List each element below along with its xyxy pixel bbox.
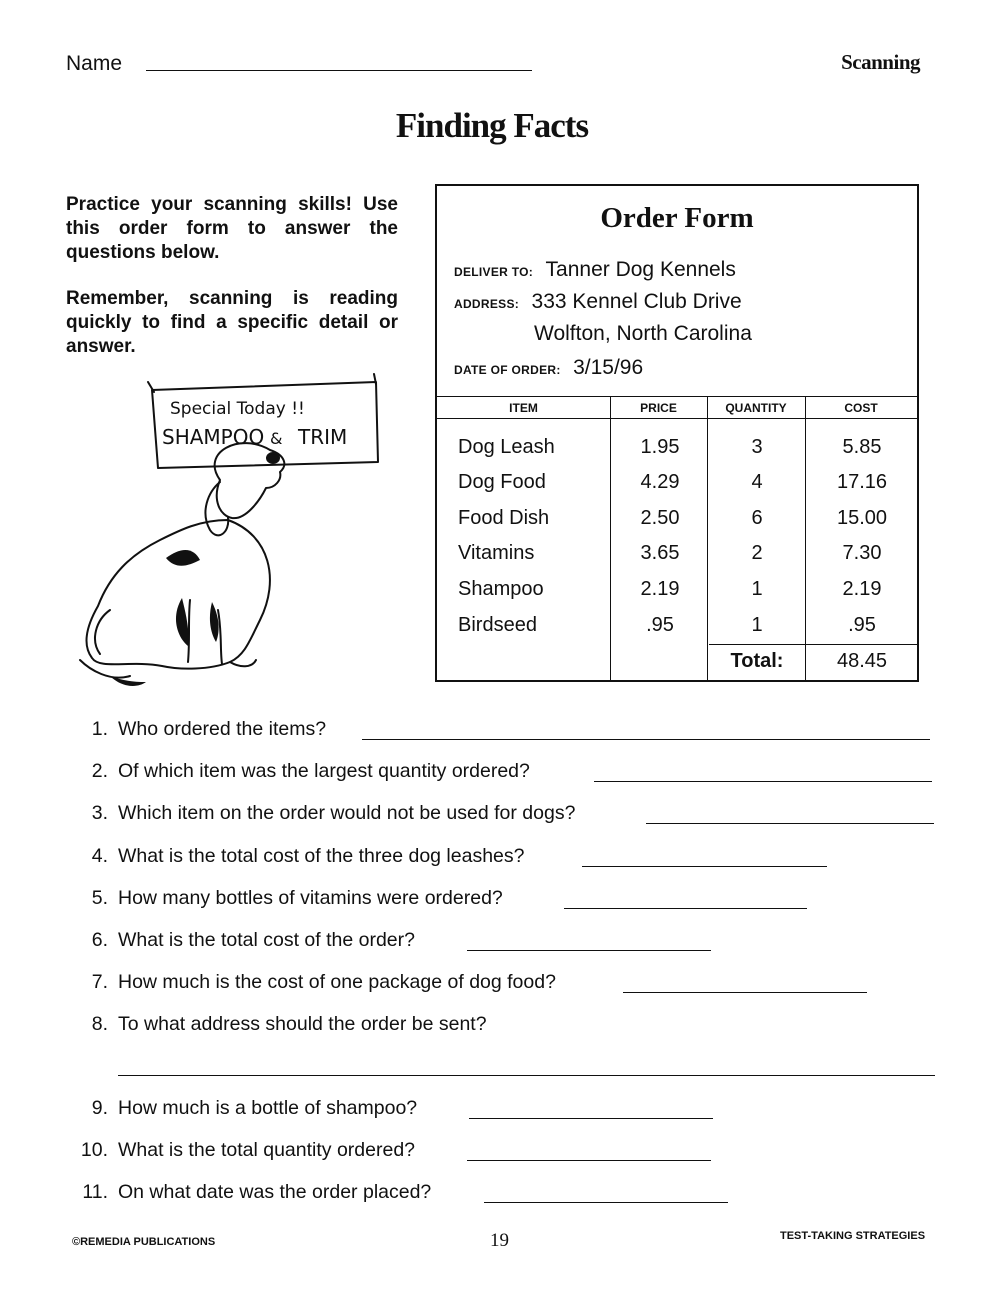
question-text: To what address should the order be sent? [118,1013,487,1035]
name-label: Name [66,52,123,75]
cell-price: 2.19 [640,578,680,600]
date-value: 3/15/96 [573,356,644,379]
address-line-2: Wolfton, North Carolina [534,322,752,345]
col-header-cost: COST [844,401,878,415]
answer-line-9[interactable] [469,1118,713,1119]
sign-text-amp: & [270,429,283,448]
question-number: 11. [82,1181,108,1203]
dog-illustration [70,370,410,700]
question-3 [70,802,575,825]
intro-paragraph-1: Practice your scanning skills! Use this order form to answer the questions below. [66,194,398,263]
question-number: 5. [91,887,108,909]
dog-body [86,520,269,669]
question-number: 7. [91,971,108,993]
answer-line-4[interactable] [582,866,827,867]
cell-cost: 17.16 [836,471,888,493]
cell-item: Dog Food [458,471,546,493]
question-text: Who ordered the items? [118,718,327,740]
cell-item: Vitamins [458,542,535,564]
cell-cost: .95 [848,614,876,636]
question-text: How many bottles of vitamins were ordered? [118,887,503,909]
question-number: 4. [91,845,108,867]
cell-cost: 2.19 [842,578,882,600]
answer-line-7[interactable] [623,992,867,993]
cell-price: 1.95 [640,436,680,458]
page-number: 19 [490,1230,509,1251]
order-form [435,184,919,682]
cell-item: Shampoo [458,578,544,600]
answer-line-8[interactable] [118,1075,935,1076]
cell-cost: 15.00 [836,507,888,529]
table-col-divider [610,396,611,680]
topic-label: Scanning [841,50,920,74]
cell-item: Dog Leash [458,436,555,458]
answer-line-10[interactable] [467,1160,711,1161]
col-header-quantity: QUANTITY [725,401,787,415]
cell-quantity: 4 [751,471,763,493]
intro-paragraph-2: Remember, scanning is reading quickly to find a specific detail or answer. [66,288,398,357]
col-header-item: ITEM [509,401,538,415]
question-number: 9. [91,1097,108,1119]
cell-item: Birdseed [458,614,537,636]
question-8 [70,1013,487,1036]
table-header-rule [437,418,917,419]
answer-line-2[interactable] [594,781,932,782]
cell-item: Food Dish [458,507,550,529]
deliver-to-row [454,258,736,282]
question-number: 2. [91,760,108,782]
deliver-to-value: Tanner Dog Kennels [545,258,736,281]
table-col-divider [805,396,806,680]
question-4 [70,845,525,868]
date-label: DATE OF ORDER: [454,363,561,377]
question-number: 6. [91,929,108,951]
question-10 [70,1139,415,1162]
question-6 [70,929,415,952]
total-value: 48.45 [836,650,888,672]
question-text: On what date was the order placed? [118,1181,432,1203]
cell-quantity: 3 [751,436,763,458]
sign-text-2: SHAMPOO [162,425,265,449]
question-text: Which item on the order would not be used for dogs? [118,802,576,824]
answer-line-1[interactable] [362,739,930,740]
cell-quantity: 1 [751,578,763,600]
cell-quantity: 1 [751,614,763,636]
question-number: 10. [80,1139,108,1161]
page-title: Finding Facts [395,106,589,145]
cell-cost: 5.85 [842,436,882,458]
question-9 [70,1097,417,1120]
question-5 [70,887,503,910]
cell-quantity: 6 [751,507,763,529]
sign-text-1: Special Today !! [170,399,305,419]
question-number: 3. [91,802,108,824]
answer-line-6[interactable] [467,950,711,951]
table-top-rule [437,396,917,397]
date-row [454,356,643,380]
question-text: What is the total cost of the three dog leashes? [118,845,525,867]
total-label: Total: [730,650,784,672]
cell-quantity: 2 [751,542,763,564]
question-11 [70,1181,431,1204]
cell-cost: 7.30 [842,542,882,564]
series-title: TEST-TAKING STRATEGIES [780,1230,926,1242]
question-text: How much is a bottle of shampoo? [118,1097,418,1119]
question-1 [70,718,326,741]
question-2 [70,760,530,783]
address-label: ADDRESS: [454,297,520,311]
table-total-rule [709,644,917,645]
col-header-price: PRICE [640,401,677,415]
question-number: 1. [91,718,108,740]
question-7 [70,971,556,994]
name-answer-line[interactable] [146,70,532,71]
cell-price: .95 [646,614,674,636]
deliver-to-label: DELIVER TO: [454,265,534,279]
address-line-1: 333 Kennel Club Drive [531,290,742,313]
question-text: What is the total quantity ordered? [118,1139,416,1161]
order-table [437,396,917,680]
question-text: How much is the cost of one package of dog food? [118,971,556,993]
question-number: 8. [91,1013,108,1035]
cell-price: 3.65 [640,542,680,564]
answer-line-5[interactable] [564,908,807,909]
address-row [454,290,742,314]
publisher-credit: ©REMEDIA PUBLICATIONS [72,1236,216,1248]
order-form-title: Order Form [600,202,754,234]
sign-text-3: TRIM [298,425,348,449]
answer-line-3[interactable] [646,823,934,824]
cell-price: 2.50 [640,507,680,529]
cell-price: 4.29 [640,471,680,493]
question-text: What is the total cost of the order? [118,929,415,951]
answer-line-11[interactable] [484,1202,728,1203]
question-text: Of which item was the largest quantity ordered? [118,760,530,782]
